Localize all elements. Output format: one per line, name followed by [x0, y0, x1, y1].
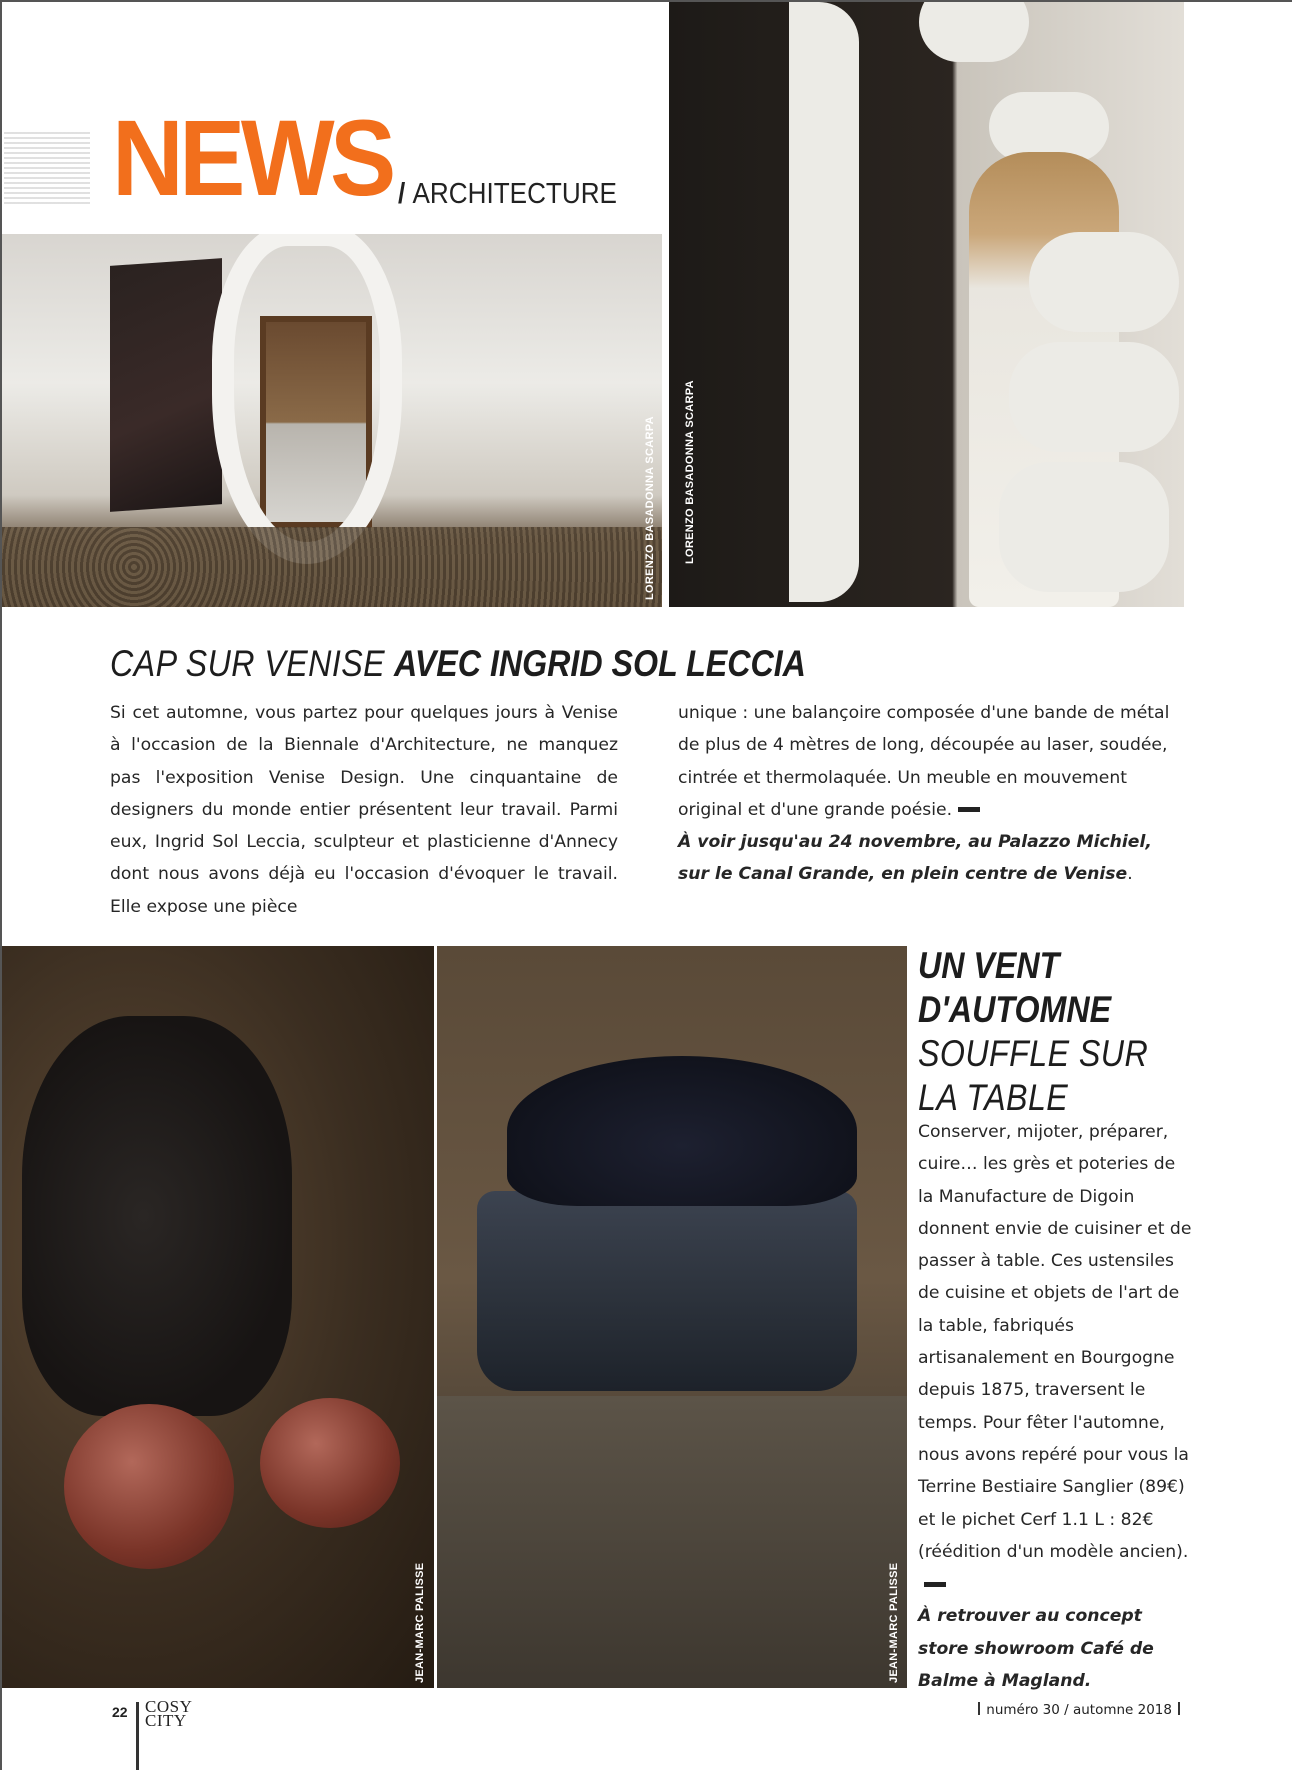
end-mark: [924, 1582, 946, 1587]
swing-sculpture: [212, 234, 402, 564]
article-body-column-1: Si cet automne, vous partez pour quelques jours à Venise à l'occasion de la Biennale d'Architecture, ne manquez pas l'exposition Venise Design. Une cinquantaine de designers du monde entier présentent leur travail. Parmi eux, Ingrid Sol Leccia, sculpteur et plasticienne d'Annecy dont nous avons déjà eu l'occasion d'évoquer le travail. Elle expose une pièce: [110, 703, 618, 917]
logo-line: COSY: [145, 1697, 193, 1716]
article-headline: [110, 642, 806, 686]
swing-cutout-wave: [1009, 342, 1179, 452]
article-body-column-3: [918, 1116, 1194, 1697]
end-mark: [958, 807, 980, 812]
terrine-dish: [477, 1191, 857, 1391]
photo-terrine: [437, 946, 907, 1688]
issue-info: [972, 1702, 1186, 1718]
gravel-floor: [2, 527, 662, 607]
swing-cutout-wave: [919, 2, 1029, 62]
wall-tapestry: [110, 258, 222, 512]
headline-bold-part: D'AUTOMNE: [918, 989, 1112, 1030]
article-headline: [918, 944, 1179, 1120]
photo-exhibition-room: [2, 234, 662, 607]
page-number: 22: [112, 1704, 128, 1720]
tomato: [260, 1398, 400, 1528]
swing-cutout-wave: [999, 462, 1169, 592]
photo-woman-swing: [669, 2, 1184, 607]
issue-text: numéro 30 / automne 2018: [986, 1702, 1172, 1718]
section-name: ARCHITECTURE: [412, 178, 617, 210]
section-title: NEWS: [112, 97, 392, 218]
info-line: À retrouver au concept store showroom Café de Balme à Magland.: [918, 1606, 1154, 1692]
boar-lid: [507, 1056, 857, 1206]
photo-pitcher-tomatoes: [2, 946, 434, 1688]
article-body-text: Conserver, mijoter, préparer, cuire… les grès et poteries de la Manufacture de Digoin donnent envie de cuisiner et de passer à table. Ces ustensiles de cuisine et objets de l'art de la table, fabriqués artisanalement en Bourgogne depuis 1875, traversent le temps. Pour fêter l'automne, nous avons repéré pour vous la Terrine Bestiaire Sanglier (89€) et le pichet Cerf 1.1 L : 82€ (réédition d'un modèle ancien).: [918, 1122, 1192, 1562]
headline-bold-part: UN VENT: [918, 945, 1060, 986]
headline-light-part: CAP SUR VENISE: [110, 643, 386, 684]
info-line: sur le Canal Grande, en plein centre de Venise: [678, 864, 1128, 885]
logo-line: CITY: [145, 1711, 187, 1730]
headline-light-part: LA TABLE: [918, 1077, 1069, 1118]
section-label: [398, 178, 617, 211]
photo-credit: LORENZO BASADONNA SCARPA: [684, 380, 696, 564]
info-line: À voir jusqu'au 24 novembre, au Palazzo Michiel,: [678, 832, 1152, 853]
logo-bar: [136, 1702, 139, 1770]
divider: [978, 1702, 980, 1715]
headline-light-part: SOUFFLE SUR: [918, 1033, 1149, 1074]
section-slash: /: [398, 178, 413, 210]
photo-credit: JEAN-MARC PALISSE: [888, 1562, 900, 1683]
tomato: [64, 1404, 234, 1569]
photo-credit: JEAN-MARC PALISSE: [414, 1562, 426, 1683]
black-pitcher: [22, 1016, 292, 1416]
magazine-logo: [145, 1697, 193, 1730]
info-end: .: [1127, 864, 1133, 885]
swing-cutout-left: [789, 2, 859, 602]
article-body-text: unique : une balançoire composée d'une bande de métal de plus de 4 mètres de long, découpée au laser, soudée, cintrée et thermolaquée. Un meuble en mouvement original et d'une grande poésie.: [678, 703, 1170, 820]
decorative-stripes: [4, 132, 90, 204]
photo-credit: LORENZO BASADONNA SCARPA: [644, 416, 656, 600]
swing-cutout-wave: [1029, 232, 1179, 332]
article-body-column-2: [678, 697, 1188, 891]
table: [437, 1396, 907, 1688]
divider: [1178, 1702, 1180, 1715]
headline-bold-part: AVEC INGRID SOL LECCIA: [393, 643, 806, 684]
